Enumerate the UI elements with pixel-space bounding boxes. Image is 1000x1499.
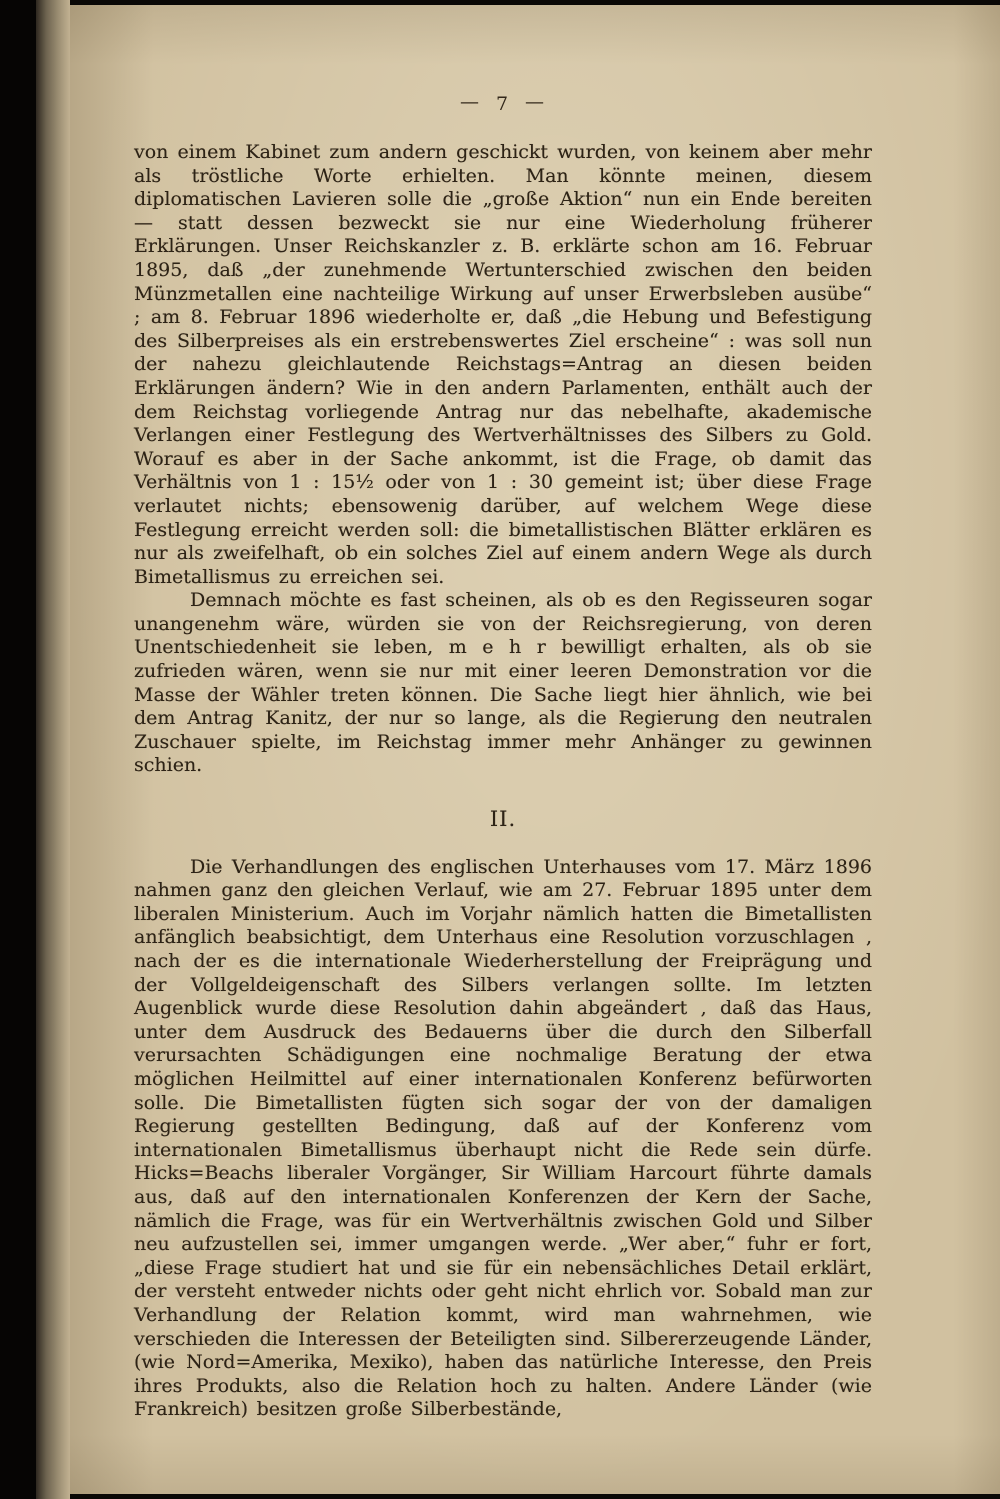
section-heading: II. bbox=[489, 807, 517, 832]
paragraph-continuation: von einem Kabinet zum andern geschickt wurden, von keinem aber mehr als tröstliche Worte erhielten. Man könnte meinen, diesem diplomatischen Lavieren solle die „große Aktion“ nun ein Ende bereiten — statt dessen bezweckt sie nur eine Wiederholung früherer Erklärungen. Unser Reichskanzler z. B. erklärte schon am 16. Februar 1895, daß „der zunehmende Wertunterschied zwischen den beiden Münzmetallen eine nachteilige Wirkung auf unser Erwerbsleben ausübe“ ; am 8. Februar 1896 wiederholte er, daß „die Hebung und Befestigung des Silberpreises als ein erstrebenswertes Ziel erscheine“ : was soll nun der nahezu gleichlautende Reichstags=Antrag an diesen beiden Erklärungen ändern? Wie in den andern Parlamenten, enthält auch der dem Reichstag vorliegende Antrag nur das nebelhafte, akademische Verlangen einer Festlegung des Wertverhältnisses des Silbers zu Gold. Worauf es aber in der Sache ankommt, ist die Frage, ob damit das Verhältnis von 1 : 15½ oder von 1 : 30 gemeint ist; über diese Frage verlautet nichts; ebensowenig darüber, auf welchem Wege diese Festlegung erreicht werden soll: die bimetallistischen Blätter erklären es nur als zweifelhaft, ob ein solches Ziel auf einem andern Wege als durch Bimetallismus zu erreichen sei. bbox=[134, 141, 872, 588]
page-number-right-dash: — bbox=[525, 91, 546, 113]
page-number-value: 7 bbox=[495, 93, 510, 115]
page-edge-gradient bbox=[36, 0, 70, 1499]
book-page bbox=[70, 5, 1000, 1494]
paragraph: Demnach möchte es fast scheinen, als ob es den Regisseuren sogar unangenehm wäre, würden sie von der Reichsregierung, von deren Unentschiedenheit sie leben, m e h r bewilligt erhalten, als ob sie zufrieden wären, wenn sie nur mit einer leeren Demonstration vor die Masse der Wähler treten können. Die Sache liegt hier ähnlich, wie bei dem Antrag Kanitz, der nur so lange, als die Regierung den neutralen Zuschauer spielte, im Reichstag immer mehr Anhänger zu gewinnen schien. bbox=[134, 589, 872, 777]
page-number-left-dash: — bbox=[459, 91, 480, 113]
binding-shadow bbox=[0, 0, 36, 1499]
body-text-block bbox=[134, 141, 872, 1422]
paragraph: Die Verhandlungen des englischen Unterhauses vom 17. März 1896 nahmen ganz den gleichen Verlauf, wie am 27. Februar 1895 unter dem liberalen Ministerium. Auch im Vorjahr nämlich hatten die Bimetallisten anfänglich beabsichtigt, dem Unterhaus eine Resolution vorzuschlagen , nach der es die internationale Wiederherstellung der Freiprägung und der Vollgeldeigenschaft des Silbers verlangen sollte. Im letzten Augenblick wurde diese Resolution dahin abgeändert , daß das Haus, unter dem Ausdruck des Bedauerns über die durch den Silberfall verursachten Schädigungen eine nochmalige Beratung der etwa möglichen Heilmittel auf einer internationalen Konferenz befürworten solle. Die Bimetallisten fügten sich sogar der von der damaligen Regierung gestellten Bedingung, daß auf der Konferenz vom internationalen Bimetallismus überhaupt nicht die Rede sein dürfe. Hicks=Beachs liberaler Vorgänger, Sir William Harcourt führte damals aus, daß auf den internationalen Konferenzen der Kern der Sache, nämlich die Frage, was für ein Wertverhältnis zwischen Gold und Silber neu aufzustellen sei, immer umgangen werde. „Wer aber,“ fuhr er fort, „diese Frage studiert hat und sie für ein nebensächliches Detail erklärt, der versteht entweder nichts oder geht nicht ehrlich vor. Sobald man zur Verhandlung der Relation kommt, wird man wahrnehmen, wie verschieden die Interessen der Beteiligten sind. Silbererzeugende Länder, (wie Nord=Amerika, Mexiko), haben das natürliche Interesse, den Preis ihres Produkts, also die Relation hoch zu halten. Andere Länder (wie Frankreich) besitzen große Silberbestände, bbox=[134, 855, 872, 1421]
page-number-header bbox=[134, 93, 871, 115]
